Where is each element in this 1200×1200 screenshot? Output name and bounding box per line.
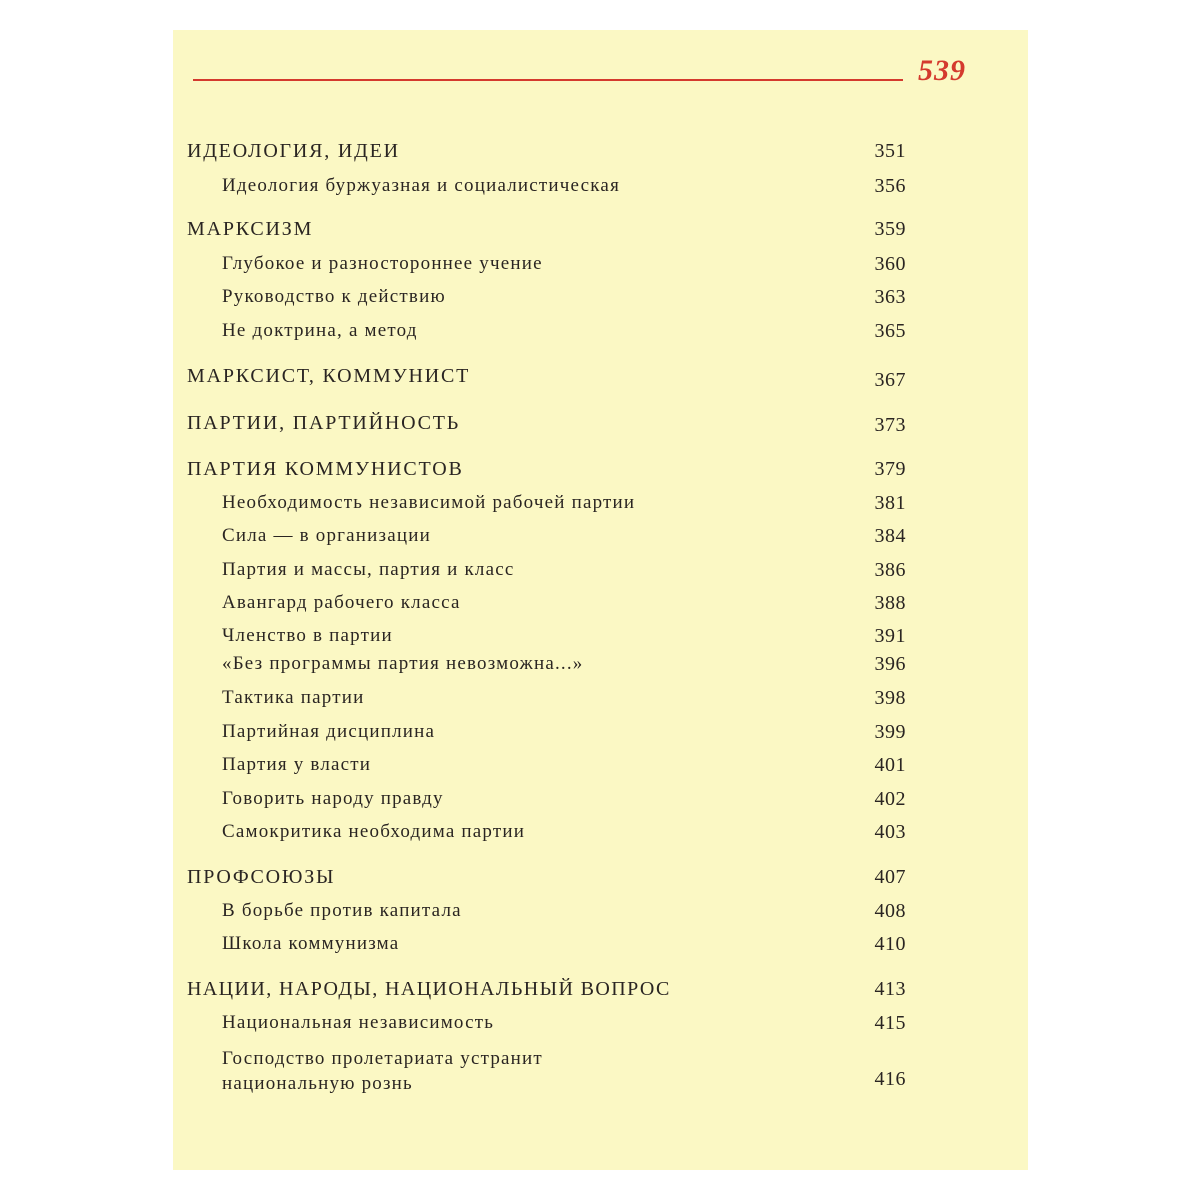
toc-title: «Без программы партия невозможна...»	[222, 653, 584, 674]
toc-title: ПАРТИИ, ПАРТИЙНОСТЬ	[187, 412, 461, 434]
toc-title: Сила — в организации	[222, 525, 431, 546]
toc-title: Говорить народу правду	[222, 788, 444, 809]
toc-page: 386	[874, 559, 906, 581]
toc-title: МАРКСИЗМ	[187, 218, 314, 240]
toc-title: Глубокое и разностороннее учение	[222, 253, 543, 274]
table-of-contents	[173, 30, 1028, 1170]
toc-page: 388	[874, 592, 906, 614]
book-page	[173, 30, 1028, 1170]
toc-page: 401	[874, 754, 906, 776]
toc-page: 365	[874, 320, 906, 342]
toc-title: Необходимость независимой рабочей партии	[222, 492, 636, 513]
toc-title: Партийная дисциплина	[222, 721, 436, 742]
page-number: 539	[918, 54, 966, 87]
toc-page: 407	[874, 866, 906, 888]
toc-title: В борьбе против капитала	[222, 900, 462, 921]
toc-page: 410	[874, 933, 906, 955]
toc-page: 384	[874, 525, 906, 547]
toc-title: Школа коммунизма	[222, 933, 400, 954]
toc-title: Тактика партии	[222, 687, 365, 708]
toc-page: 398	[874, 687, 906, 709]
toc-title: ПАРТИЯ КОММУНИСТОВ	[187, 458, 464, 480]
toc-title: Партия у власти	[222, 754, 372, 775]
toc-page: 391	[874, 625, 906, 647]
toc-title: МАРКСИСТ, КОММУНИСТ	[187, 365, 471, 387]
toc-page: 367	[874, 369, 906, 391]
toc-page: 416	[874, 1068, 906, 1090]
toc-page: 402	[874, 788, 906, 810]
toc-page: 373	[874, 414, 906, 436]
toc-title-line: национальную рознь	[222, 1073, 413, 1094]
toc-title: Не доктрина, а метод	[222, 320, 418, 341]
toc-page: 351	[874, 140, 906, 162]
toc-page: 396	[874, 653, 906, 675]
toc-page: 415	[874, 1012, 906, 1034]
toc-title: Самокритика необходима партии	[222, 821, 526, 842]
toc-page: 403	[874, 821, 906, 843]
toc-page: 413	[874, 978, 906, 1000]
toc-page: 359	[874, 218, 906, 240]
toc-title: Членство в партии	[222, 625, 393, 646]
toc-title: Национальная независимость	[222, 1012, 495, 1033]
toc-title: ПРОФСОЮЗЫ	[187, 866, 336, 888]
toc-page: 399	[874, 721, 906, 743]
toc-title: Руководство к действию	[222, 286, 446, 307]
toc-title-line: Господство пролетариата устранит	[222, 1048, 543, 1069]
toc-title: Партия и массы, партия и класс	[222, 559, 515, 580]
toc-title: ИДЕОЛОГИЯ, ИДЕИ	[187, 140, 400, 162]
toc-title: Авангард рабочего класса	[222, 592, 461, 613]
toc-page: 381	[874, 492, 906, 514]
toc-page: 408	[874, 900, 906, 922]
toc-page: 356	[874, 175, 906, 197]
toc-title: Идеология буржуазная и социалистическая	[222, 175, 621, 196]
toc-page: 363	[874, 286, 906, 308]
toc-page: 360	[874, 253, 906, 275]
toc-page: 379	[874, 458, 906, 480]
toc-title: НАЦИИ, НАРОДЫ, НАЦИОНАЛЬНЫЙ ВОПРОС	[187, 978, 671, 1000]
